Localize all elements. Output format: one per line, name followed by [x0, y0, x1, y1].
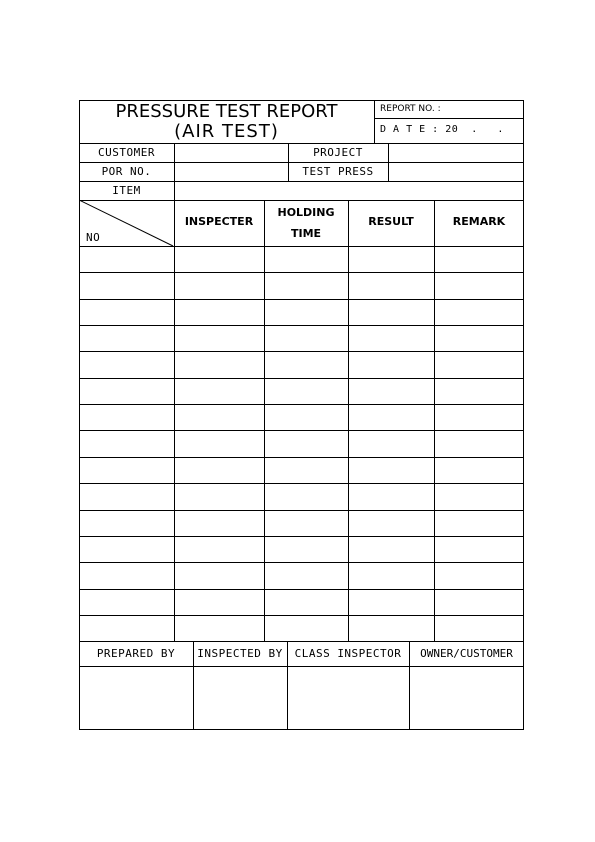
header-divider	[374, 100, 375, 143]
column-header-remark: REMARK	[452, 215, 506, 228]
table-cell-inspecter[interactable]	[175, 537, 264, 562]
table-cell-result[interactable]	[349, 352, 434, 378]
customer-field[interactable]	[175, 144, 288, 162]
table-cell-no[interactable]	[80, 616, 174, 641]
table-cell-holding-time[interactable]	[265, 563, 348, 589]
table-cell-remark[interactable]	[435, 563, 524, 589]
table-cell-result[interactable]	[349, 458, 434, 483]
table-cell-remark[interactable]	[435, 379, 524, 404]
table-cell-result[interactable]	[349, 484, 434, 510]
table-cell-no[interactable]	[80, 590, 174, 615]
table-cell-no[interactable]	[80, 431, 174, 457]
table-cell-holding-time[interactable]	[265, 458, 348, 483]
prepared-by-label: PREPARED BY	[96, 647, 176, 660]
table-cell-inspecter[interactable]	[175, 379, 264, 404]
table-cell-no[interactable]	[80, 352, 174, 378]
project-field[interactable]	[389, 144, 523, 162]
table-cell-holding-time[interactable]	[265, 431, 348, 457]
table-cell-no[interactable]	[80, 379, 174, 404]
table-cell-holding-time[interactable]	[265, 379, 348, 404]
table-cell-result[interactable]	[349, 405, 434, 430]
table-cell-inspecter[interactable]	[175, 484, 264, 510]
table-cell-inspecter[interactable]	[175, 405, 264, 430]
table-cell-result[interactable]	[349, 379, 434, 404]
table-cell-result[interactable]	[349, 537, 434, 562]
table-cell-holding-time[interactable]	[265, 590, 348, 615]
table-cell-no[interactable]	[80, 247, 174, 272]
table-cell-remark[interactable]	[435, 484, 524, 510]
table-cell-inspecter[interactable]	[175, 458, 264, 483]
table-cell-result[interactable]	[349, 300, 434, 325]
customer-label: CUSTOMER	[98, 146, 155, 159]
table-cell-result[interactable]	[349, 431, 434, 457]
column-header-result: RESULT	[368, 215, 414, 228]
table-cell-result[interactable]	[349, 326, 434, 351]
table-cell-inspecter[interactable]	[175, 247, 264, 272]
table-cell-remark[interactable]	[435, 431, 524, 457]
table-cell-remark[interactable]	[435, 458, 524, 483]
table-cell-remark[interactable]	[435, 590, 524, 615]
table-cell-result[interactable]	[349, 247, 434, 272]
table-cell-inspecter[interactable]	[175, 431, 264, 457]
table-cell-no[interactable]	[80, 273, 174, 299]
table-cell-inspecter[interactable]	[175, 352, 264, 378]
table-cell-no[interactable]	[80, 405, 174, 430]
owner-customer-label: OWNER/CUSTOMER	[420, 647, 513, 660]
table-cell-result[interactable]	[349, 563, 434, 589]
table-cell-remark[interactable]	[435, 273, 524, 299]
table-cell-remark[interactable]	[435, 616, 524, 641]
table-cell-remark[interactable]	[435, 300, 524, 325]
table-cell-inspecter[interactable]	[175, 563, 264, 589]
project-label: PROJECT	[313, 146, 363, 159]
inspected-by-signature-box[interactable]	[194, 667, 287, 729]
table-cell-no[interactable]	[80, 563, 174, 589]
table-cell-remark[interactable]	[435, 537, 524, 562]
prepared-by-signature-box[interactable]	[80, 667, 193, 729]
date-label: D A T E : 20 . .	[380, 124, 504, 135]
class-inspector-signature-box[interactable]	[288, 667, 409, 729]
table-cell-no[interactable]	[80, 484, 174, 510]
report-title: PRESSURE TEST REPORT	[115, 101, 338, 122]
table-cell-remark[interactable]	[435, 511, 524, 536]
table-cell-result[interactable]	[349, 273, 434, 299]
test-press-label: TEST PRESS	[302, 165, 374, 178]
por-no-field[interactable]	[175, 163, 288, 181]
date-field[interactable]	[430, 119, 523, 142]
table-cell-holding-time[interactable]	[265, 537, 348, 562]
test-press-field[interactable]	[389, 163, 523, 181]
table-cell-inspecter[interactable]	[175, 511, 264, 536]
table-cell-remark[interactable]	[435, 352, 524, 378]
table-cell-inspecter[interactable]	[175, 273, 264, 299]
table-cell-remark[interactable]	[435, 247, 524, 272]
report-subtitle: (AIR TEST)	[174, 121, 279, 142]
item-field[interactable]	[175, 182, 523, 200]
table-cell-result[interactable]	[349, 590, 434, 615]
table-cell-remark[interactable]	[435, 326, 524, 351]
inspected-by-label: INSPECTED BY	[197, 647, 283, 660]
column-header-inspecter: INSPECTER	[184, 215, 254, 228]
column-header-no: NO	[86, 231, 101, 244]
column-header-time: TIME	[290, 227, 322, 240]
table-cell-holding-time[interactable]	[265, 352, 348, 378]
class-inspector-label: CLASS INSPECTOR	[294, 647, 402, 660]
item-label: ITEM	[112, 184, 141, 197]
table-cell-no[interactable]	[80, 537, 174, 562]
table-cell-remark[interactable]	[435, 405, 524, 430]
table-cell-holding-time[interactable]	[265, 405, 348, 430]
table-cell-inspecter[interactable]	[175, 590, 264, 615]
report-no-label: REPORT NO. :	[380, 104, 441, 114]
table-cell-no[interactable]	[80, 458, 174, 483]
table-cell-inspecter[interactable]	[175, 616, 264, 641]
table-cell-result[interactable]	[349, 511, 434, 536]
table-cell-no[interactable]	[80, 326, 174, 351]
table-cell-no[interactable]	[80, 511, 174, 536]
signature-top-line	[79, 641, 524, 642]
table-cell-holding-time[interactable]	[265, 484, 348, 510]
table-cell-holding-time[interactable]	[265, 326, 348, 351]
por-no-label: POR NO.	[101, 165, 152, 178]
table-cell-holding-time[interactable]	[265, 511, 348, 536]
column-header-holding: HOLDING	[277, 206, 335, 219]
table-cell-result[interactable]	[349, 616, 434, 641]
table-cell-inspecter[interactable]	[175, 326, 264, 351]
table-cell-no[interactable]	[80, 300, 174, 325]
table-cell-holding-time[interactable]	[265, 300, 348, 325]
table-cell-holding-time[interactable]	[265, 616, 348, 641]
table-cell-inspecter[interactable]	[175, 300, 264, 325]
table-cell-holding-time[interactable]	[265, 247, 348, 272]
owner-customer-signature-box[interactable]	[410, 667, 523, 729]
table-cell-holding-time[interactable]	[265, 273, 348, 299]
report-no-field[interactable]	[440, 101, 523, 118]
